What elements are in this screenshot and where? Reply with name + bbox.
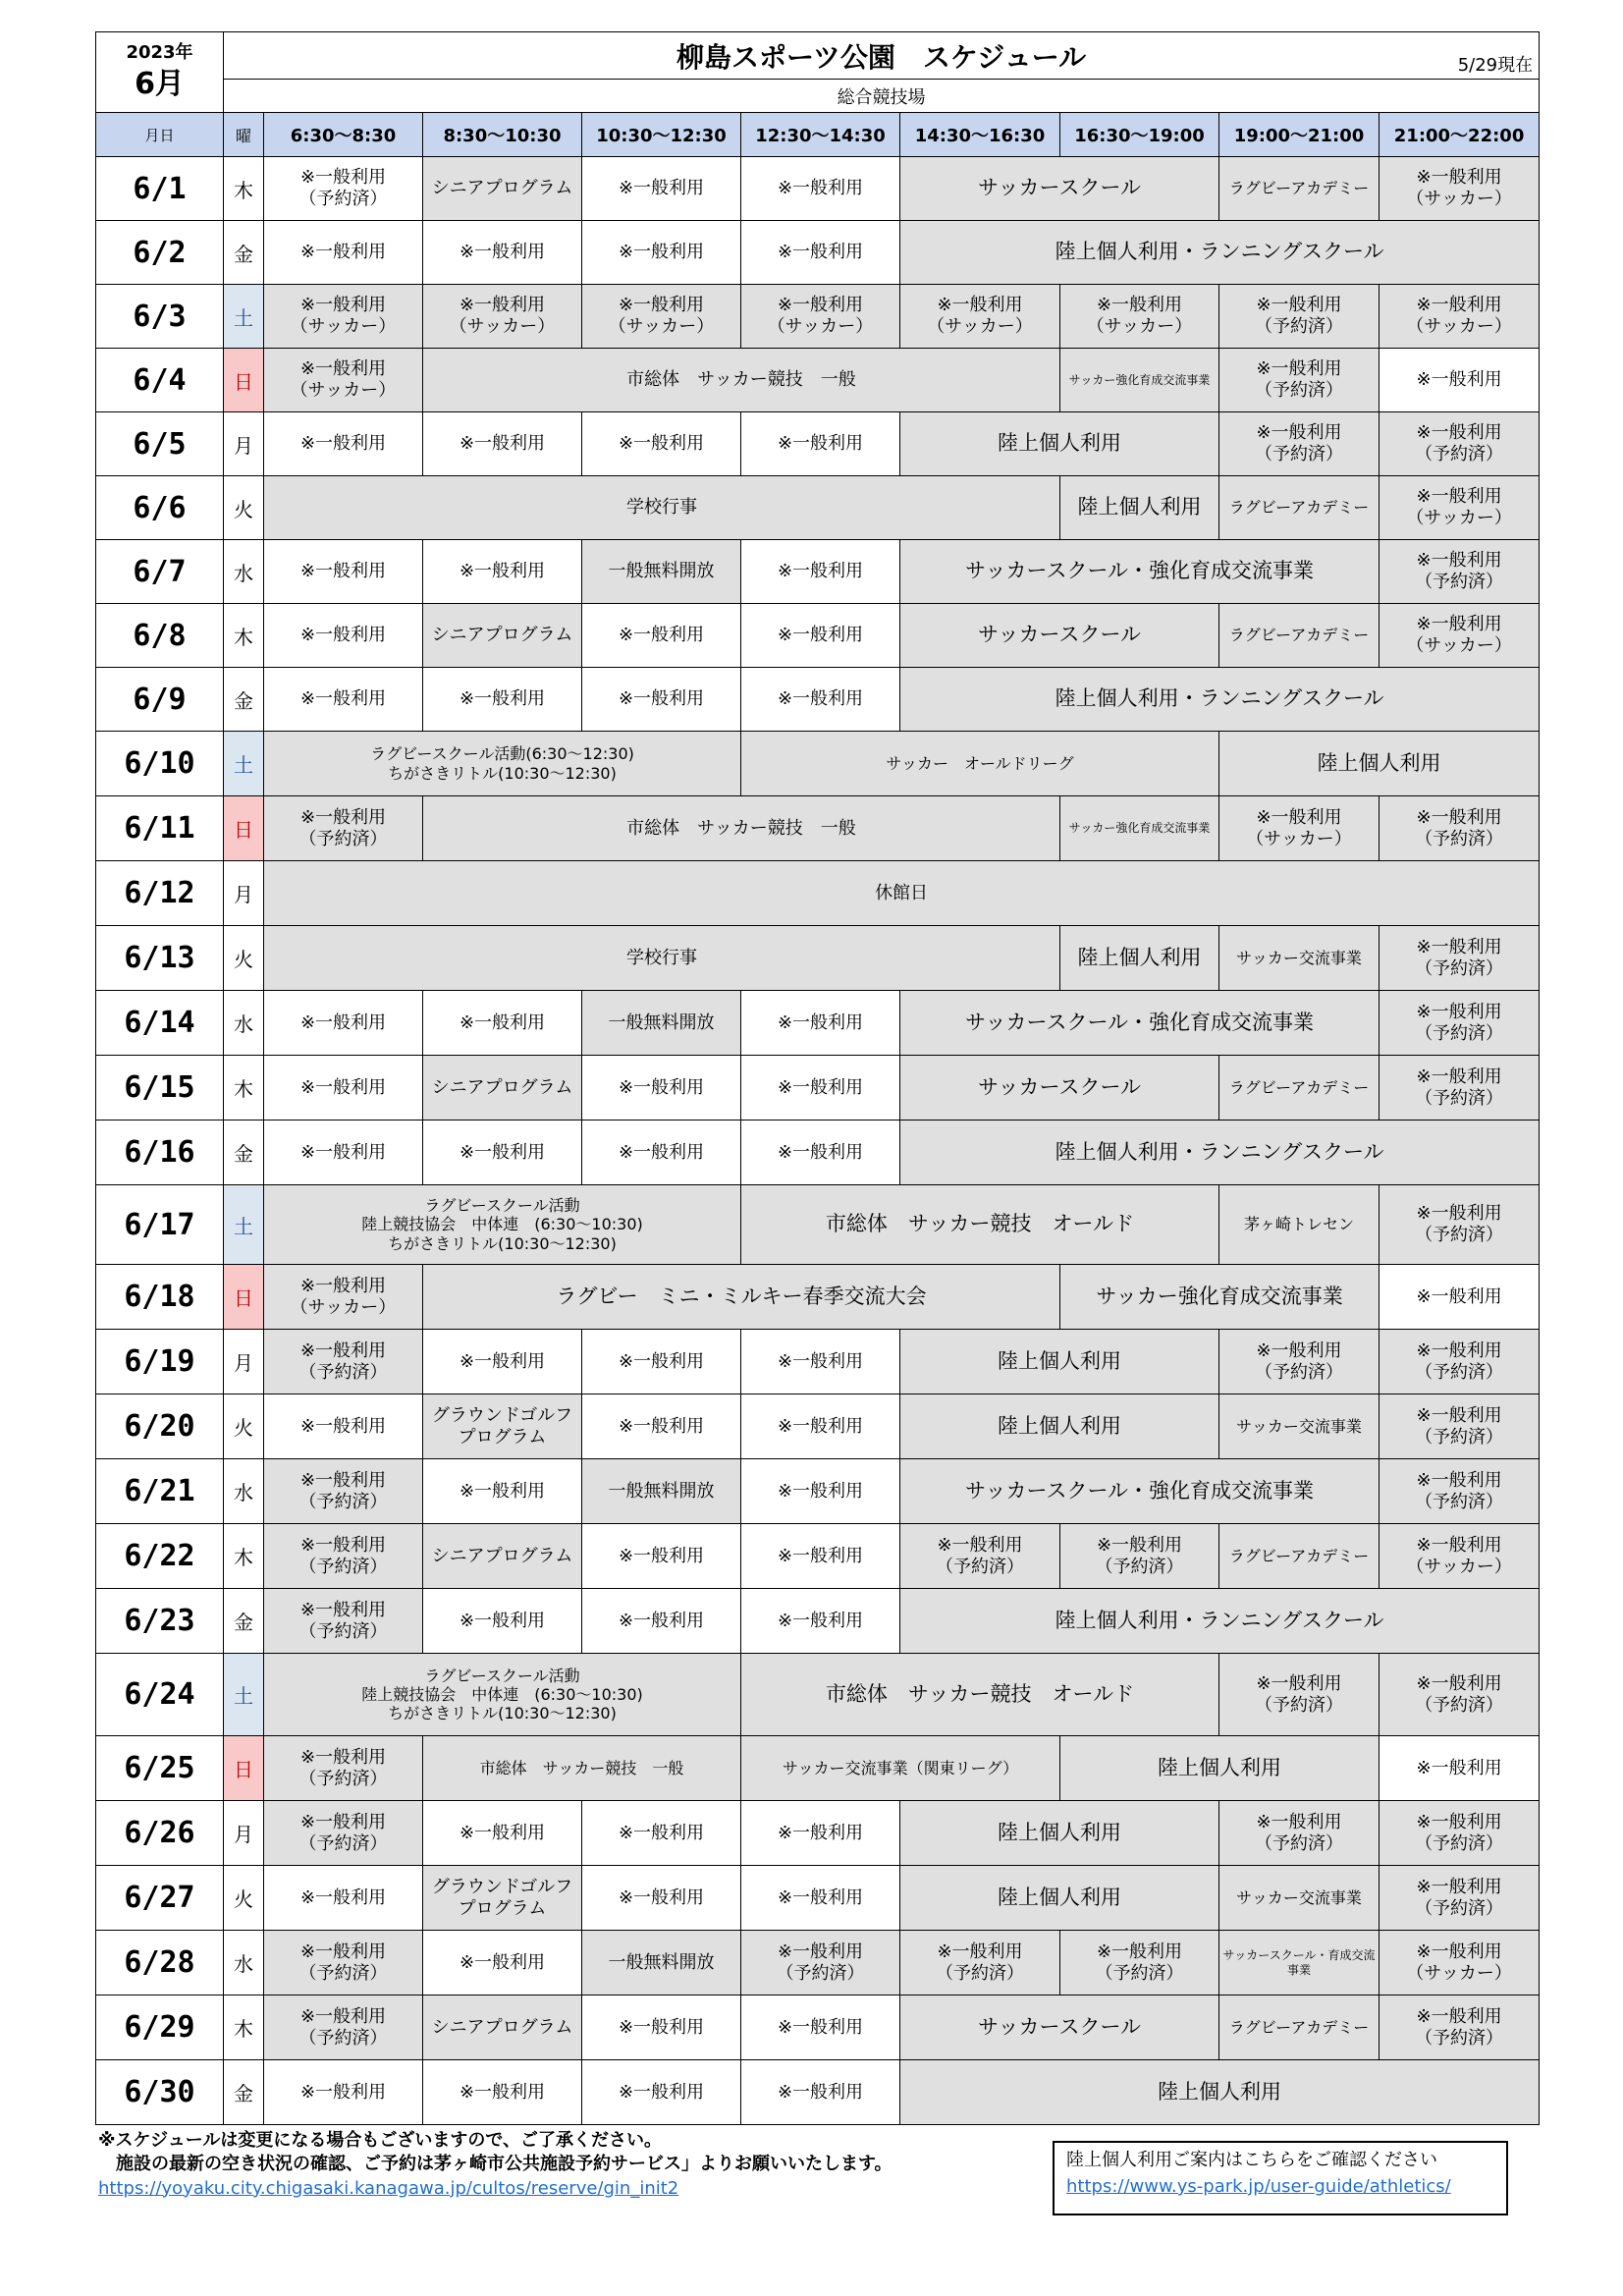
schedule-cell: ※一般利用	[1380, 1736, 1540, 1801]
schedule-cell: サッカー強化育成交流事業	[1060, 1265, 1380, 1330]
date-cell: 6/24	[96, 1654, 224, 1736]
schedule-cell: ※一般利用	[582, 412, 741, 476]
weekday-cell: 土	[224, 285, 264, 349]
schedule-cell: 休館日	[264, 861, 1540, 926]
schedule-cell: ※一般利用	[582, 1589, 741, 1654]
schedule-cell: ※一般利用	[741, 1589, 900, 1654]
schedule-cell: ※一般利用	[582, 221, 741, 285]
schedule-cell: ※一般利用	[741, 2060, 900, 2125]
schedule-cell: ※一般利用 （予約済）	[1380, 1995, 1540, 2060]
schedule-row	[96, 1394, 1540, 1459]
schedule-cell: ラグビーアカデミー	[1219, 1056, 1380, 1121]
weekday-cell: 木	[224, 157, 264, 221]
schedule-cell: 陸上個人利用	[900, 1801, 1219, 1866]
schedule-row	[96, 991, 1540, 1056]
date-cell: 6/5	[96, 412, 224, 476]
schedule-cell: 市総体 サッカー競技 オールド	[741, 1654, 1219, 1736]
schedule-cell: サッカースクール	[900, 604, 1219, 668]
schedule-cell: ※一般利用 （サッカー）	[264, 285, 423, 349]
schedule-cell: ※一般利用	[1380, 1265, 1540, 1330]
schedule-cell: ※一般利用 （サッカー）	[582, 285, 741, 349]
schedule-cell: 陸上個人利用	[900, 1330, 1219, 1394]
schedule-row	[96, 1265, 1540, 1330]
schedule-row	[96, 1589, 1540, 1654]
schedule-row	[96, 796, 1540, 861]
schedule-cell: ※一般利用	[264, 1394, 423, 1459]
schedule-cell: ※一般利用 （予約済）	[1219, 1801, 1380, 1866]
schedule-cell: グラウンドゴルフ プログラム	[423, 1394, 582, 1459]
page-title: 柳島スポーツ公園 スケジュール	[676, 40, 1087, 74]
weekday-cell: 日	[224, 349, 264, 412]
date-cell: 6/22	[96, 1524, 224, 1589]
schedule-cell: ※一般利用 （予約済）	[1380, 1185, 1540, 1265]
schedule-cell: ※一般利用	[264, 1056, 423, 1121]
schedule-cell: ※一般利用	[1380, 349, 1540, 412]
page-title-cell	[224, 32, 1540, 80]
schedule-cell: ※一般利用	[423, 1801, 582, 1866]
schedule-cell: ※一般利用 （予約済）	[264, 1995, 423, 2060]
weekday-cell: 土	[224, 1654, 264, 1736]
schedule-cell: 陸上個人利用	[900, 1866, 1219, 1931]
col-header-slot: 8:30～10:30	[423, 113, 582, 157]
schedule-cell: 陸上個人利用	[1219, 732, 1540, 796]
weekday-cell: 金	[224, 2060, 264, 2125]
schedule-cell: ※一般利用 （予約済）	[264, 796, 423, 861]
date-cell: 6/2	[96, 221, 224, 285]
weekday-cell: 木	[224, 1524, 264, 1589]
schedule-cell: ※一般利用 （サッカー）	[264, 349, 423, 412]
schedule-row	[96, 668, 1540, 732]
schedule-cell: ※一般利用	[582, 668, 741, 732]
schedule-cell: 陸上個人利用	[1060, 1736, 1380, 1801]
date-cell: 6/15	[96, 1056, 224, 1121]
schedule-cell: ※一般利用	[741, 1995, 900, 2060]
col-header-slot: 12:30～14:30	[741, 113, 900, 157]
schedule-cell: 茅ヶ崎トレセン	[1219, 1185, 1380, 1265]
date-cell: 6/17	[96, 1185, 224, 1265]
date-cell: 6/7	[96, 540, 224, 604]
schedule-cell: サッカー強化育成交流事業	[1060, 349, 1219, 412]
schedule-cell: ※一般利用	[582, 1121, 741, 1185]
col-header-date: 月日	[96, 113, 224, 157]
date-cell: 6/28	[96, 1931, 224, 1995]
schedule-cell: ※一般利用 （予約済）	[1060, 1931, 1219, 1995]
schedule-cell: ※一般利用	[741, 604, 900, 668]
weekday-cell: 土	[224, 1185, 264, 1265]
schedule-cell: ラグビーアカデミー	[1219, 604, 1380, 668]
schedule-cell: ※一般利用 （予約済）	[900, 1524, 1060, 1589]
schedule-cell: サッカースクール・強化育成交流事業	[900, 540, 1380, 604]
schedule-cell: ※一般利用	[264, 991, 423, 1056]
weekday-cell: 金	[224, 1121, 264, 1185]
weekday-cell: 日	[224, 796, 264, 861]
schedule-cell: ※一般利用	[264, 1121, 423, 1185]
schedule-cell: 一般無料開放	[582, 1459, 741, 1524]
weekday-cell: 月	[224, 1801, 264, 1866]
date-cell: 6/8	[96, 604, 224, 668]
schedule-cell: 一般無料開放	[582, 540, 741, 604]
schedule-row	[96, 1736, 1540, 1801]
schedule-cell: ※一般利用	[582, 2060, 741, 2125]
schedule-cell: ※一般利用	[582, 1524, 741, 1589]
col-header-slot: 16:30～19:00	[1060, 113, 1219, 157]
schedule-cell: ※一般利用	[423, 540, 582, 604]
schedule-cell: ※一般利用	[582, 1866, 741, 1931]
schedule-cell: ※一般利用	[582, 604, 741, 668]
schedule-cell: ※一般利用 （予約済）	[1219, 349, 1380, 412]
schedule-cell: ※一般利用	[423, 412, 582, 476]
schedule-cell: 陸上個人利用	[900, 2060, 1540, 2125]
schedule-cell: ※一般利用	[264, 540, 423, 604]
schedule-cell: ※一般利用	[264, 1866, 423, 1931]
schedule-cell: ※一般利用 （サッカー）	[264, 1265, 423, 1330]
date-cell: 6/12	[96, 861, 224, 926]
schedule-cell: ※一般利用 （予約済）	[264, 1801, 423, 1866]
weekday-cell: 火	[224, 1866, 264, 1931]
date-cell: 6/18	[96, 1265, 224, 1330]
schedule-cell: ※一般利用 （サッカー）	[741, 285, 900, 349]
weekday-cell: 水	[224, 1931, 264, 1995]
schedule-cell: ※一般利用	[741, 1801, 900, 1866]
col-header-dow: 曜	[224, 113, 264, 157]
schedule-row	[96, 1459, 1540, 1524]
schedule-row	[96, 285, 1540, 349]
weekday-cell: 火	[224, 476, 264, 540]
date-cell: 6/21	[96, 1459, 224, 1524]
schedule-cell: シニアプログラム	[423, 157, 582, 221]
date-cell: 6/1	[96, 157, 224, 221]
date-cell: 6/4	[96, 349, 224, 412]
schedule-cell: サッカー オールドリーグ	[741, 732, 1219, 796]
schedule-cell: ※一般利用	[582, 1995, 741, 2060]
schedule-cell: ※一般利用	[741, 412, 900, 476]
schedule-cell: ※一般利用 （予約済）	[1060, 1524, 1219, 1589]
schedule-cell: ラグビー ミニ・ミルキー春季交流大会	[423, 1265, 1060, 1330]
weekday-cell: 木	[224, 1995, 264, 2060]
weekday-cell: 金	[224, 221, 264, 285]
reservation-link[interactable]: https://yoyaku.city.chigasaki.kanagawa.jp/cultos/reserve/gin_init2	[98, 2177, 679, 2199]
schedule-cell: ※一般利用	[264, 604, 423, 668]
footer-note-2: 施設の最新の空き状況の確認、ご予約は茅ヶ崎市公共施設予約サービス」よりお願いいたします。	[98, 2154, 893, 2175]
schedule-cell: ※一般利用 （サッカー）	[1380, 1524, 1540, 1589]
schedule-row	[96, 861, 1540, 926]
schedule-row	[96, 1801, 1540, 1866]
schedule-cell: サッカースクール	[900, 157, 1219, 221]
schedule-cell: ※一般利用 （予約済）	[1219, 1330, 1380, 1394]
col-header-slot: 14:30～16:30	[900, 113, 1060, 157]
athletics-info-label: 陸上個人利用ご案内はこちらをご確認ください	[1066, 2150, 1437, 2170]
athletics-guide-link[interactable]: https://www.ys-park.jp/user-guide/athletics/	[1066, 2176, 1451, 2197]
date-cell: 6/29	[96, 1995, 224, 2060]
schedule-cell: ※一般利用	[423, 221, 582, 285]
schedule-cell: ※一般利用	[741, 1524, 900, 1589]
schedule-cell: サッカースクール・強化育成交流事業	[900, 991, 1380, 1056]
weekday-cell: 月	[224, 1330, 264, 1394]
schedule-cell: ※一般利用	[582, 1801, 741, 1866]
schedule-cell: シニアプログラム	[423, 604, 582, 668]
schedule-cell: ※一般利用	[423, 1121, 582, 1185]
year-label: 2023年	[126, 42, 193, 64]
schedule-cell: ※一般利用	[741, 157, 900, 221]
schedule-cell: ラグビースクール活動 陸上競技協会 中体連 (6:30～10:30) ちがさきリトル(10:30～12:30)	[264, 1185, 741, 1265]
schedule-cell: ※一般利用 （予約済）	[1380, 1459, 1540, 1524]
schedule-row	[96, 412, 1540, 476]
schedule-cell: サッカー強化育成交流事業	[1060, 796, 1219, 861]
schedule-cell: 陸上個人利用	[900, 412, 1219, 476]
date-cell: 6/13	[96, 926, 224, 991]
weekday-cell: 日	[224, 1265, 264, 1330]
schedule-row	[96, 2060, 1540, 2125]
schedule-cell: ※一般利用 （予約済）	[1380, 540, 1540, 604]
schedule-cell: ※一般利用 （予約済）	[264, 1459, 423, 1524]
schedule-row	[96, 1121, 1540, 1185]
year-month-cell	[96, 32, 224, 113]
schedule-cell: ※一般利用 （サッカー）	[1380, 604, 1540, 668]
schedule-row	[96, 1995, 1540, 2060]
schedule-row	[96, 1185, 1540, 1265]
schedule-cell: ※一般利用	[423, 1330, 582, 1394]
schedule-cell: サッカースクール・強化育成交流事業	[900, 1459, 1380, 1524]
weekday-cell: 水	[224, 1459, 264, 1524]
schedule-cell: ※一般利用 （サッカー）	[1380, 157, 1540, 221]
schedule-cell: ※一般利用 （予約済）	[1380, 1394, 1540, 1459]
schedule-row	[96, 1524, 1540, 1589]
schedule-cell: 陸上個人利用	[1060, 926, 1219, 991]
schedule-cell: ※一般利用 （予約済）	[1380, 1654, 1540, 1736]
schedule-cell: ※一般利用 （予約済）	[1380, 991, 1540, 1056]
schedule-cell: ※一般利用	[264, 668, 423, 732]
schedule-cell: ※一般利用	[423, 1459, 582, 1524]
date-cell: 6/26	[96, 1801, 224, 1866]
as-of-date: 5/29現在	[1457, 55, 1534, 76]
weekday-cell: 水	[224, 991, 264, 1056]
col-header-slot: 10:30～12:30	[582, 113, 741, 157]
schedule-cell: ※一般利用	[264, 2060, 423, 2125]
schedule-cell: 一般無料開放	[582, 1931, 741, 1995]
schedule-cell: ※一般利用 （予約済）	[1219, 285, 1380, 349]
schedule-cell: 陸上個人利用	[900, 1394, 1219, 1459]
schedule-cell: ラグビースクール活動 陸上競技協会 中体連 (6:30～10:30) ちがさきリトル(10:30～12:30)	[264, 1654, 741, 1736]
footer-note-1: ※スケジュールは変更になる場合もございますので、ご了承ください。	[98, 2130, 663, 2151]
date-cell: 6/23	[96, 1589, 224, 1654]
schedule-cell: サッカー交流事業（関東リーグ）	[741, 1736, 1060, 1801]
schedule-cell: ※一般利用	[423, 668, 582, 732]
schedule-sheet	[95, 31, 1539, 2125]
weekday-cell: 水	[224, 540, 264, 604]
schedule-row	[96, 926, 1540, 991]
venue-label: 総合競技場	[224, 80, 1540, 113]
schedule-cell: サッカースクール	[900, 1995, 1219, 2060]
schedule-cell: ※一般利用 （予約済）	[1380, 412, 1540, 476]
schedule-cell: ※一般利用 （予約済）	[900, 1931, 1060, 1995]
schedule-cell: シニアプログラム	[423, 1056, 582, 1121]
date-cell: 6/16	[96, 1121, 224, 1185]
weekday-cell: 金	[224, 668, 264, 732]
schedule-cell: ※一般利用	[741, 540, 900, 604]
schedule-row	[96, 349, 1540, 412]
schedule-cell: ※一般利用	[423, 1589, 582, 1654]
date-cell: 6/27	[96, 1866, 224, 1931]
schedule-cell: 市総体 サッカー競技 オールド	[741, 1185, 1219, 1265]
schedule-cell: ※一般利用 （予約済）	[1219, 1654, 1380, 1736]
date-cell: 6/11	[96, 796, 224, 861]
schedule-row	[96, 1654, 1540, 1736]
schedule-cell: ※一般利用	[582, 1330, 741, 1394]
schedule-cell: ※一般利用 （予約済）	[1380, 1056, 1540, 1121]
schedule-cell: ※一般利用	[582, 1394, 741, 1459]
weekday-cell: 火	[224, 926, 264, 991]
schedule-cell: 陸上個人利用・ランニングスクール	[900, 1589, 1540, 1654]
schedule-cell: ラグビースクール活動(6:30～12:30) ちがさきリトル(10:30～12:30)	[264, 732, 741, 796]
schedule-cell: ※一般利用	[741, 668, 900, 732]
schedule-cell: サッカースクール・育成交流事業	[1219, 1931, 1380, 1995]
schedule-row	[96, 540, 1540, 604]
schedule-cell: ※一般利用 （サッカー）	[423, 285, 582, 349]
schedule-row	[96, 1931, 1540, 1995]
schedule-cell: ※一般利用 （予約済）	[1380, 1801, 1540, 1866]
schedule-cell: 市総体 サッカー競技 一般	[423, 1736, 741, 1801]
schedule-cell: ※一般利用	[741, 221, 900, 285]
schedule-cell: ※一般利用 （予約済）	[741, 1931, 900, 1995]
schedule-cell: グラウンドゴルフ プログラム	[423, 1866, 582, 1931]
schedule-cell: ※一般利用 （予約済）	[1219, 412, 1380, 476]
schedule-cell: シニアプログラム	[423, 1524, 582, 1589]
schedule-cell: ※一般利用	[423, 1931, 582, 1995]
col-header-slot: 19:00～21:00	[1219, 113, 1380, 157]
schedule-cell: ※一般利用 （サッカー）	[1219, 796, 1380, 861]
schedule-cell: ※一般利用	[741, 1330, 900, 1394]
schedule-cell: 陸上個人利用・ランニングスクール	[900, 221, 1540, 285]
schedule-cell: ※一般利用 （サッカー）	[1060, 285, 1219, 349]
schedule-row	[96, 157, 1540, 221]
weekday-cell: 月	[224, 861, 264, 926]
schedule-cell: ※一般利用 （サッカー）	[900, 285, 1060, 349]
schedule-cell: ※一般利用	[741, 1056, 900, 1121]
schedule-cell: ※一般利用	[741, 1459, 900, 1524]
schedule-cell: サッカー交流事業	[1219, 1866, 1380, 1931]
schedule-cell: ※一般利用 （予約済）	[1380, 1866, 1540, 1931]
schedule-cell: ※一般利用 （予約済）	[264, 1589, 423, 1654]
schedule-cell: 市総体 サッカー競技 一般	[423, 349, 1060, 412]
schedule-cell: ※一般利用 （予約済）	[264, 1524, 423, 1589]
schedule-cell: ラグビーアカデミー	[1219, 1995, 1380, 2060]
weekday-cell: 木	[224, 604, 264, 668]
weekday-cell: 木	[224, 1056, 264, 1121]
schedule-cell: ※一般利用 （予約済）	[264, 157, 423, 221]
weekday-cell: 金	[224, 1589, 264, 1654]
schedule-cell: 学校行事	[264, 926, 1060, 991]
schedule-cell: 市総体 サッカー競技 一般	[423, 796, 1060, 861]
date-cell: 6/19	[96, 1330, 224, 1394]
schedule-cell: サッカースクール	[900, 1056, 1219, 1121]
schedule-cell: ラグビーアカデミー	[1219, 476, 1380, 540]
schedule-cell: シニアプログラム	[423, 1995, 582, 2060]
date-cell: 6/3	[96, 285, 224, 349]
schedule-cell: サッカー交流事業	[1219, 1394, 1380, 1459]
col-header-slot: 6:30～8:30	[264, 113, 423, 157]
schedule-cell: ※一般利用	[423, 2060, 582, 2125]
schedule-cell: ※一般利用	[741, 1866, 900, 1931]
footer-notes	[98, 2129, 893, 2201]
weekday-cell: 火	[224, 1394, 264, 1459]
date-cell: 6/6	[96, 476, 224, 540]
schedule-cell: 一般無料開放	[582, 991, 741, 1056]
schedule-cell: サッカー交流事業	[1219, 926, 1380, 991]
schedule-row	[96, 732, 1540, 796]
schedule-cell: ※一般利用 （予約済）	[264, 1736, 423, 1801]
schedule-cell: ※一般利用 （予約済）	[1380, 796, 1540, 861]
schedule-cell: ラグビーアカデミー	[1219, 157, 1380, 221]
col-header-slot: 21:00～22:00	[1380, 113, 1540, 157]
schedule-row	[96, 221, 1540, 285]
schedule-cell: ※一般利用 （サッカー）	[1380, 285, 1540, 349]
date-cell: 6/30	[96, 2060, 224, 2125]
schedule-cell: 陸上個人利用・ランニングスクール	[900, 1121, 1540, 1185]
schedule-cell: ※一般利用	[741, 1394, 900, 1459]
schedule-cell: ※一般利用 （予約済）	[264, 1931, 423, 1995]
schedule-cell: ※一般利用 （予約済）	[1380, 1330, 1540, 1394]
schedule-cell: 陸上個人利用	[1060, 476, 1219, 540]
schedule-cell: ※一般利用	[741, 991, 900, 1056]
weekday-cell: 日	[224, 1736, 264, 1801]
date-cell: 6/25	[96, 1736, 224, 1801]
date-cell: 6/10	[96, 732, 224, 796]
schedule-cell: ※一般利用	[264, 221, 423, 285]
schedule-cell: ※一般利用 （サッカー）	[1380, 1931, 1540, 1995]
schedule-cell: ラグビーアカデミー	[1219, 1524, 1380, 1589]
schedule-row	[96, 1330, 1540, 1394]
schedule-cell: ※一般利用 （サッカー）	[1380, 476, 1540, 540]
date-cell: 6/14	[96, 991, 224, 1056]
schedule-cell: ※一般利用	[741, 1121, 900, 1185]
schedule-row	[96, 1866, 1540, 1931]
schedule-cell: ※一般利用 （予約済）	[1380, 926, 1540, 991]
schedule-row	[96, 604, 1540, 668]
schedule-cell: ※一般利用	[423, 991, 582, 1056]
schedule-cell: ※一般利用	[582, 157, 741, 221]
weekday-cell: 土	[224, 732, 264, 796]
date-cell: 6/9	[96, 668, 224, 732]
schedule-cell: 学校行事	[264, 476, 1060, 540]
schedule-cell: ※一般利用	[582, 1056, 741, 1121]
schedule-row	[96, 476, 1540, 540]
schedule-cell: ※一般利用 （予約済）	[264, 1330, 423, 1394]
athletics-info-box	[1053, 2141, 1508, 2215]
weekday-cell: 月	[224, 412, 264, 476]
schedule-cell: ※一般利用	[264, 412, 423, 476]
schedule-cell: 陸上個人利用・ランニングスクール	[900, 668, 1540, 732]
schedule-table	[95, 31, 1540, 2125]
month-label: 6月	[135, 66, 185, 101]
date-cell: 6/20	[96, 1394, 224, 1459]
schedule-row	[96, 1056, 1540, 1121]
